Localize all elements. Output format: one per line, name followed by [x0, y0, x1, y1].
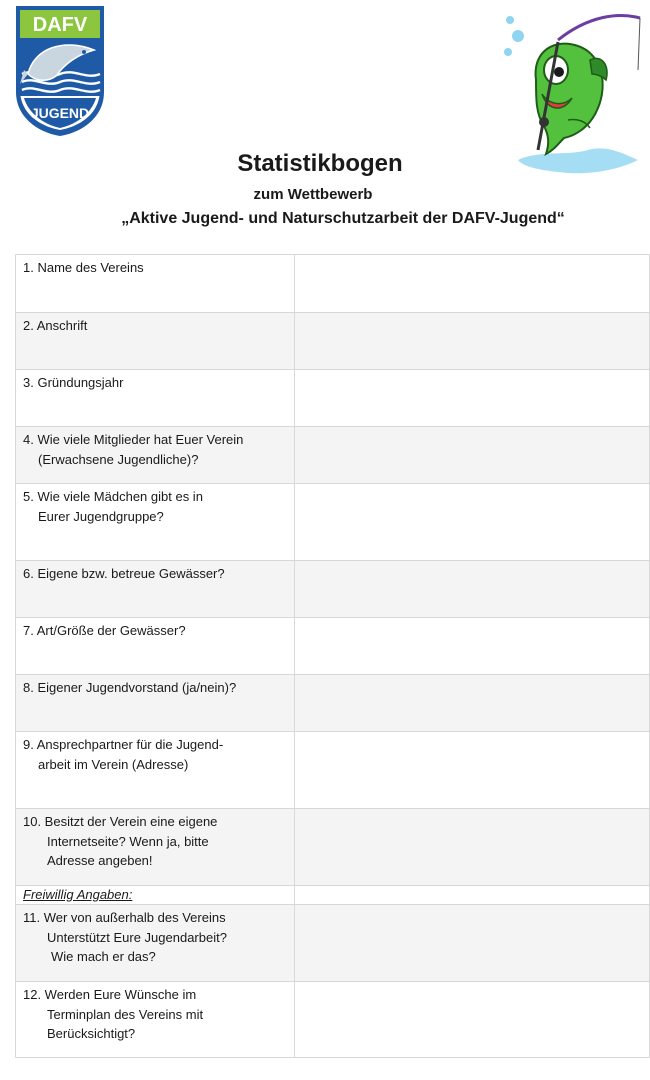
- table-row: [16, 427, 650, 484]
- question-label-continued: Terminplan des Vereins mit: [47, 1006, 204, 1022]
- question-label: 4. Wie viele Mitglieder hat Euer Verein: [23, 432, 244, 447]
- answer-field-girls-count[interactable]: [295, 484, 650, 561]
- table-row: [16, 255, 650, 313]
- question-label-continued: arbeit im Verein (Adresse): [38, 756, 189, 772]
- question-label-continued: Internetseite? Wenn ja, bitte: [47, 833, 209, 849]
- page-subtitle: zum Wettbewerb: [253, 186, 373, 203]
- question-label: 10. Besitzt der Verein eine eigene: [23, 814, 218, 829]
- answer-field-external-support[interactable]: [295, 905, 650, 982]
- question-label: 3. Gründungsjahr: [23, 375, 124, 390]
- question-label: 1. Name des Vereins: [23, 260, 144, 275]
- answer-field-youth-board[interactable]: [295, 675, 650, 732]
- answer-field-website[interactable]: [295, 809, 650, 886]
- table-row: [16, 484, 650, 561]
- dafv-jugend-logo: [14, 4, 106, 138]
- question-cell: [16, 905, 295, 982]
- question-label: 8. Eigener Jugendvorstand (ja/nein)?: [23, 680, 237, 695]
- competition-name: „Aktive Jugend- und Naturschutzarbeit der DAFV-Jugend“: [121, 210, 565, 227]
- answer-field-club-name[interactable]: [295, 255, 650, 313]
- table-row: [16, 732, 650, 809]
- table-row: [16, 886, 650, 905]
- optional-section-label: Freiwillig Angaben:: [23, 887, 133, 902]
- question-cell: [16, 561, 295, 618]
- question-label-continued: Unterstützt Eure Jugendarbeit?: [47, 929, 227, 945]
- question-label-continued: Adresse angeben!: [47, 853, 153, 868]
- answer-field-address[interactable]: [295, 313, 650, 370]
- question-label-continued: Eurer Jugendgruppe?: [38, 508, 164, 524]
- question-label: 9. Ansprechpartner für die Jugend-: [23, 737, 224, 752]
- table-row: [16, 675, 650, 732]
- question-label: 11. Wer von außerhalb des Vereins: [23, 910, 226, 925]
- question-cell: [16, 484, 295, 561]
- statistics-form-table: [15, 254, 650, 1058]
- table-row: [16, 618, 650, 675]
- question-label: 5. Wie viele Mädchen gibt es in: [23, 489, 203, 504]
- question-label: 7. Art/Größe der Gewässer?: [23, 623, 186, 638]
- logo-text-top: DAFV: [32, 14, 88, 36]
- question-cell: [16, 313, 295, 370]
- question-cell: [16, 809, 295, 886]
- table-row: [16, 561, 650, 618]
- table-row: [16, 982, 650, 1058]
- question-label: 2. Anschrift: [23, 318, 88, 333]
- answer-field-contact-person[interactable]: [295, 732, 650, 809]
- table-row: [16, 370, 650, 427]
- question-cell: [16, 427, 295, 484]
- table-row: [16, 313, 650, 370]
- question-cell: [16, 618, 295, 675]
- answer-field-founding-year[interactable]: [295, 370, 650, 427]
- question-cell: [16, 732, 295, 809]
- question-cell: [16, 370, 295, 427]
- table-row: [16, 809, 650, 886]
- optional-section-spacer: [295, 886, 650, 905]
- logo-text-bottom: JUGEND: [30, 105, 90, 121]
- answer-field-waters-type-size[interactable]: [295, 618, 650, 675]
- question-label: 6. Eigene bzw. betreue Gewässer?: [23, 566, 225, 581]
- answer-field-schedule-wishes[interactable]: [295, 982, 650, 1058]
- question-label-continued: (Erwachsene Jugendliche)?: [38, 451, 199, 467]
- question-cell: [16, 255, 295, 313]
- question-cell: [16, 982, 295, 1058]
- question-label-continued: Wie mach er das?: [51, 949, 156, 964]
- question-cell: [16, 675, 295, 732]
- answer-field-own-waters[interactable]: [295, 561, 650, 618]
- optional-section-cell: [16, 886, 295, 905]
- question-label: 12. Werden Eure Wünsche im: [23, 987, 197, 1002]
- page-title: Statistikbogen: [237, 150, 403, 177]
- answer-field-members[interactable]: [295, 427, 650, 484]
- question-label-continued: Berücksichtigt?: [47, 1026, 136, 1041]
- table-row: [16, 905, 650, 982]
